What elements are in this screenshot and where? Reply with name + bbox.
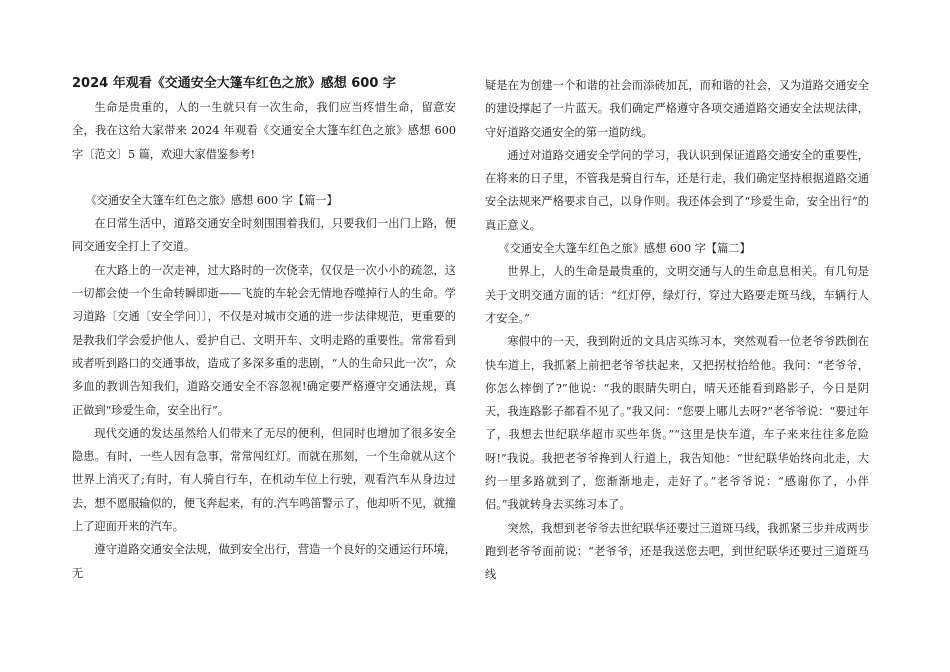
left-column xyxy=(72,74,456,585)
paragraph: 遵守道路交通安全法规，做到安全出行，营造一个良好的交通运行环境，无 xyxy=(72,543,456,580)
paragraph: 世界上，人的生命是最贵重的，文明交通与人的生命息息相关。有几句是关于文明交通方面的话：“红灯停，绿灯行，穿过大路要走斑马线，车辆行人才安全。” xyxy=(485,265,869,325)
paragraph: 通过对道路交通安全学问的学习，我认识到保证道路交通安全的重要性，在将来的日子里，不管我是骑自行车，还是行走，我们确定坚持根据道路交通安全法规来严格要求自己，以身作则。我还体会到了“珍爱生命，安全出行”的真正意义。 xyxy=(485,148,869,232)
paragraph: 现代交通的发达虽然给人们带来了无尽的便利，但同时也增加了很多安全隐患。有时，一些人因有急事，常常闯红灯。而就在那刻，一个生命就从这个世界上消灭了;有时，有人骑自行车，在机动车位上行驶，观看汽车从身边过去，想不愿服输似的，便飞奔起来，有的.汽车鸣笛警示了，他却听不见，就撞上了迎面开来的汽车。 xyxy=(72,426,456,534)
paragraph: 寒假中的一天，我到附近的文具店买练习本，突然观看一位老爷爷跌倒在快车道上，我抓紧上前把老爷爷扶起来，又把拐杖拾给他。我问：“老爷爷，你怎么摔倒了?”他说：“我的眼睛失明白，晴天还能看到路影子，今日是阴天，我连路影子都看不见了。”我又问：“您要上哪儿去呀?”老爷爷说：“要过年了，我想去世纪联华超市买些年货。”“这里是快车道，车子来来往往多危险呀!”我说。我把老爷爷搀到人行道上，我告知他：“世纪联华始终向北走，大约一里多路就到了，您渐渐地走，走好了。”老爷爷说：“感谢你了，小伴侣。”我就转身去买练习本了。 xyxy=(485,335,869,512)
section-heading-2: 《交通安全大篷车红色之旅》感想 600 字【篇二】 xyxy=(498,242,751,256)
spacer xyxy=(72,166,456,189)
paragraph: 在日常生活中，道路交通安全时刻围围着我们，只要我们一出门上路，便同交通安全打上了交道。 xyxy=(72,217,456,254)
paragraph: 突然，我想到老爷爷去世纪联华还要过三道斑马线，我抓紧三步并成两步跑到老爷爷面前说：“老爷爷，还是我送您去吧，到世纪联华还要过三道斑马线 xyxy=(485,521,869,582)
right-column xyxy=(485,74,869,587)
section-heading-1: 《交通安全大篷车红色之旅》感想 600 字【篇一】 xyxy=(85,193,338,207)
paragraph-continuation: 疑是在为创建一个和谐的社会而添砖加瓦，而和谐的社会，又为道路交通安全的建设撑起了一片蓝天。我们确定严格遵守各项交通道路交通安全法规法律，守好道路交通安全的第一道防线。 xyxy=(485,79,869,139)
paragraph: 在大路上的一次走神，过大路时的一次侥幸，仅仅是一次小小的疏忽，这一切都会使一个生命转瞬即逝——飞旋的车轮会无情地吞噬掉行人的生命。学习道路〔交通〔安全学问〕〕，不仅是对城市交通的进一步法律规范，更重要的是教我们学会爱护他人、爱护自己、文明开车、文明走路的重要性。常常看到或者听到路口的交通事故，造成了多深多重的悲剧，“人的生命只此一次”，众多血的教训告知我们，道路交通安全不容忽视!确定要严格遵守交通法规，真正做到“珍爱生命，安全出行”。 xyxy=(72,263,456,417)
intro-paragraph: 生命是贵重的，人的一生就只有一次生命，我们应当疼惜生命，留意安全，我在这给大家带来 2024 年观看《交通安全大篷车红色之旅》感想 600 字〔范文〕5 篇，欢迎大家借鉴参考! xyxy=(72,101,456,161)
document-title: 2024 年观看《交通安全大篷车红色之旅》感想 600 字 xyxy=(72,76,396,91)
